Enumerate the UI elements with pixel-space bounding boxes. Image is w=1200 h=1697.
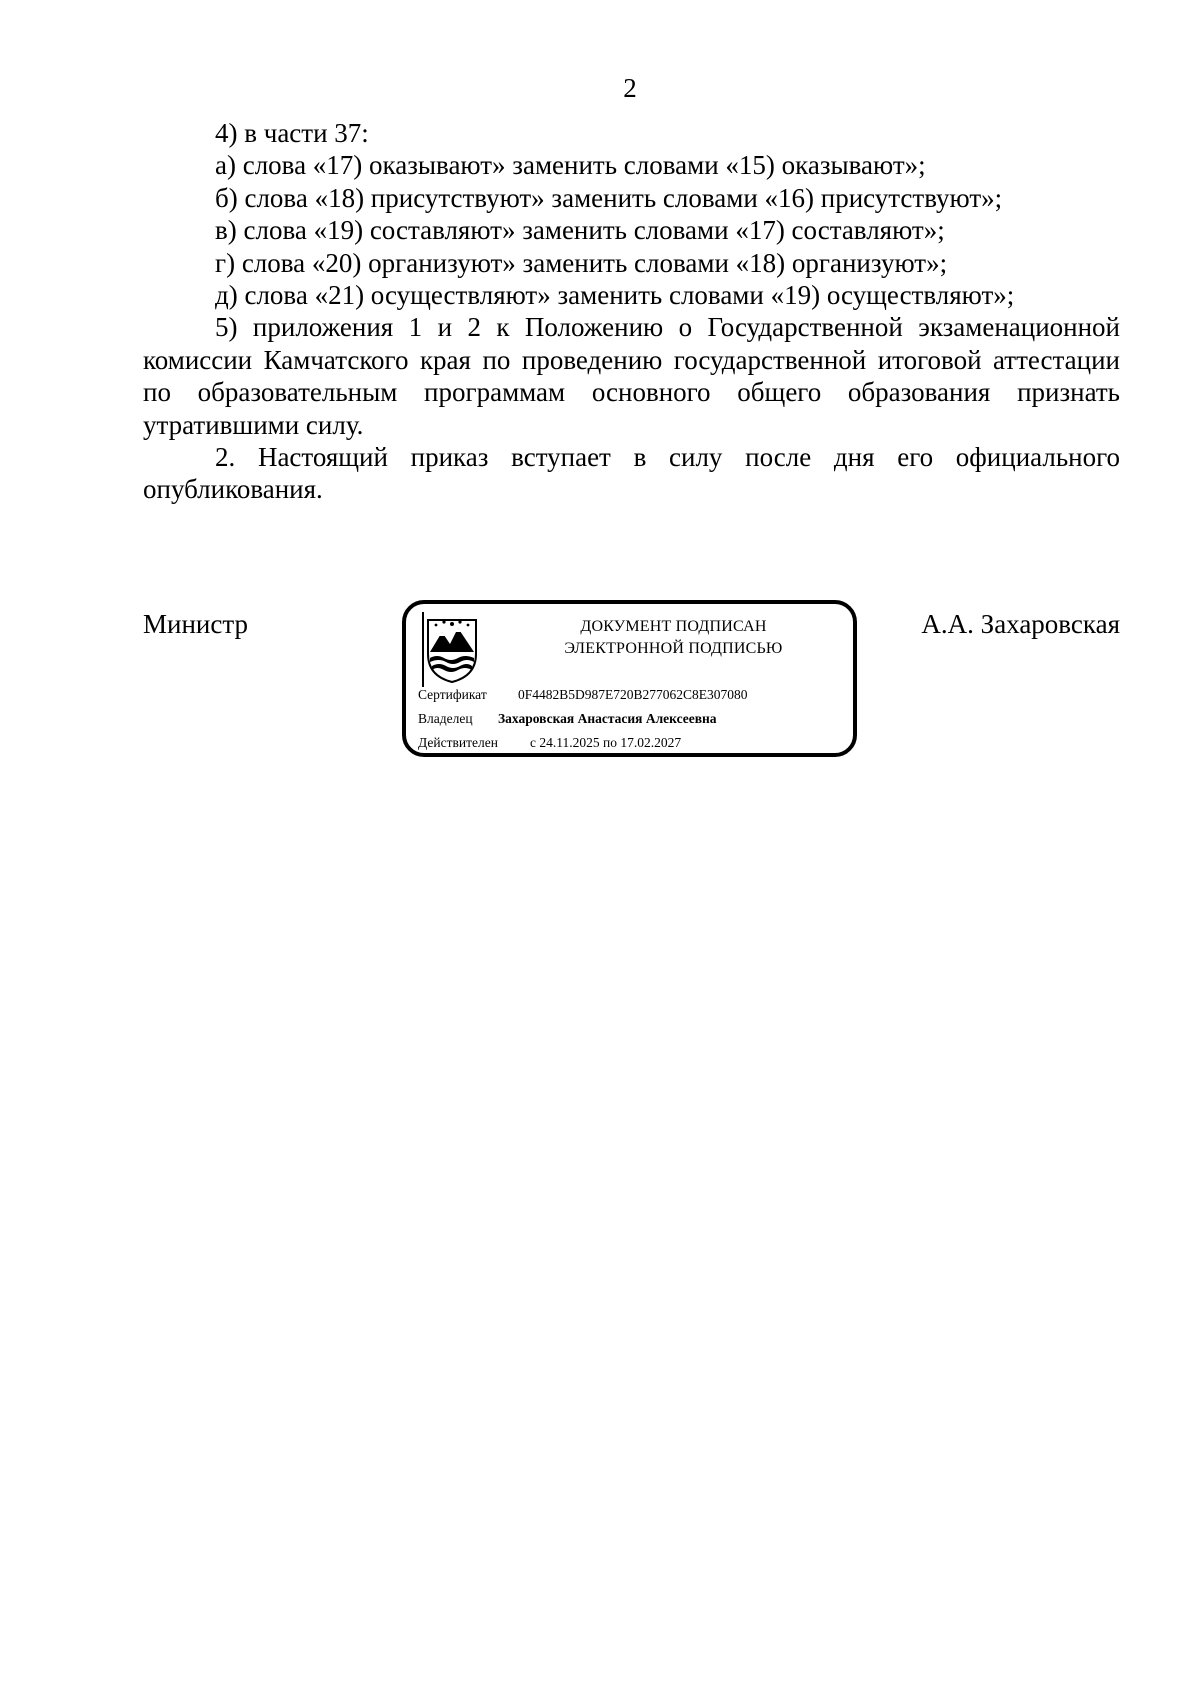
paragraph-subitem-d: д) слова «21) осуществляют» заменить словами «19) осуществляют»; <box>215 280 1015 311</box>
owner-label: Владелец <box>418 711 473 726</box>
stamp-heading-line1: ДОКУМЕНТ ПОДПИСАН <box>580 618 767 635</box>
stamp-certificate-row <box>418 686 748 704</box>
certificate-label: Сертификат <box>418 687 487 702</box>
paragraph-subitem-g: г) слова «20) организуют» заменить словами «18) организуют»; <box>215 247 948 278</box>
stamp-validity-row <box>418 734 682 752</box>
document-body <box>143 117 1120 506</box>
validity-value: с 24.11.2025 по 17.02.2027 <box>530 735 682 750</box>
electronic-signature-stamp <box>402 600 857 757</box>
paragraph-subitem-v: в) слова «19) составляют» заменить словами «17) составляют»; <box>215 215 945 246</box>
signature-block <box>143 600 1120 770</box>
paragraph-subitem-a: а) слова «17) оказывают» заменить словами «15) оказывают»; <box>215 150 926 181</box>
paragraph-subitem-b: б) слова «18) присутствуют» заменить словами «16) присутствуют»; <box>215 182 1003 213</box>
signer-position: Министр <box>143 609 248 639</box>
paragraph-item-4: 4) в части 37: <box>215 118 369 148</box>
certificate-value: 0F4482B5D987E720B277062C8E307080 <box>518 687 748 702</box>
kamchatka-coat-of-arms-icon <box>422 614 482 684</box>
page-number: 2 <box>623 73 637 103</box>
stamp-heading-line2: ЭЛЕКТРОННОЙ ПОДПИСЬЮ <box>564 640 783 657</box>
validity-label: Действителен <box>418 735 498 750</box>
owner-value: Захаровская Анастасия Алексеевна <box>498 711 717 726</box>
paragraph-clause-2: 2. Настоящий приказ вступает в силу после дня его официального опубликования. <box>143 442 1120 505</box>
paragraph-item-5: 5) приложения 1 и 2 к Положению о Государственной экзаменационной комиссии Камчатского края по проведению государственной итоговой аттестации по образовательным программам основного общего образования признать утратившими силу. <box>143 312 1120 440</box>
signer-name: А.А. Захаровская <box>921 609 1120 639</box>
stamp-owner-row <box>418 710 717 728</box>
